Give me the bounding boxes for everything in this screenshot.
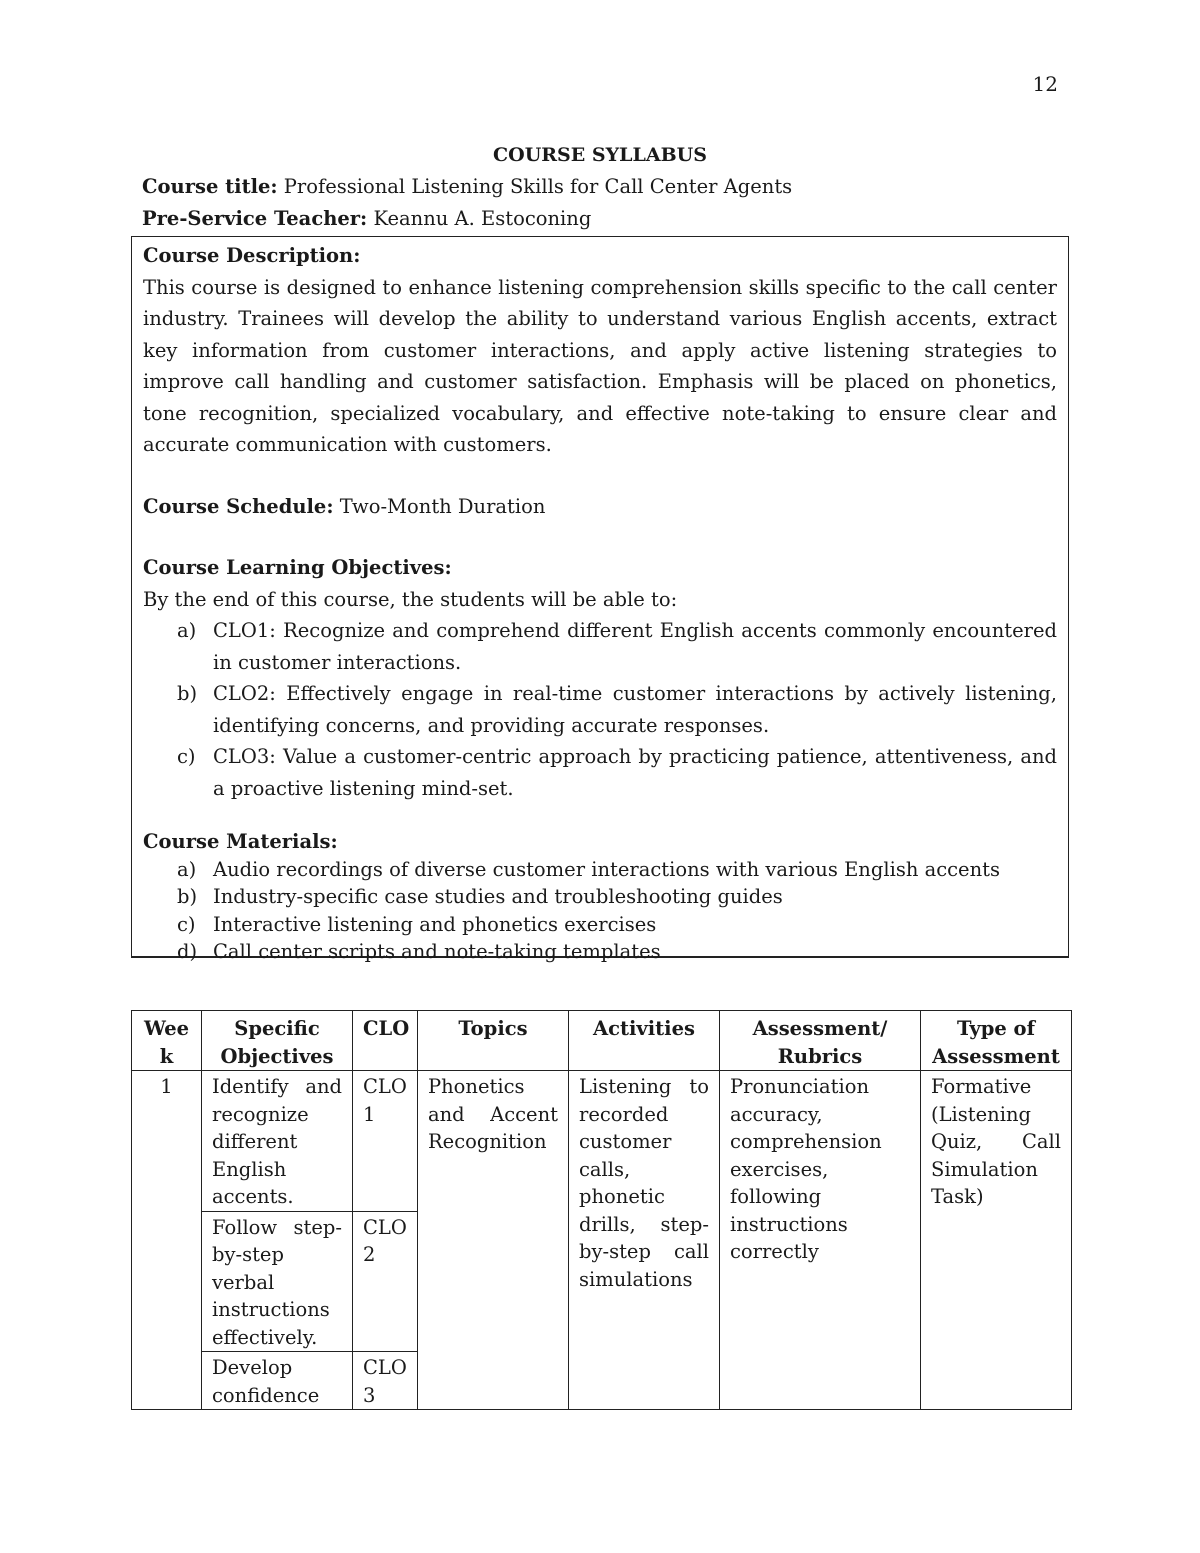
- materials-heading: Course Materials:: [143, 830, 338, 853]
- list-item: c) CLO3: Value a customer-centric approach by practicing patience, attentiveness, and a proactive listening mind-set.: [177, 745, 1057, 800]
- teacher-line: [142, 207, 591, 230]
- type-cell: Formative (Listening Quiz, Call Simulation Task): [921, 1071, 1072, 1410]
- clo-cell: CLO 1: [353, 1071, 418, 1212]
- assessment-cell: Pronunciation accuracy, comprehension exercises, following instructions correctly: [720, 1071, 921, 1410]
- header-week: Week: [132, 1011, 202, 1071]
- objective-cell: Identify and recognize different English accents.: [202, 1071, 353, 1212]
- objective-cell: Develop confidence: [202, 1352, 353, 1410]
- table-header-row: [132, 1011, 1072, 1071]
- objectives-list: [143, 615, 1057, 804]
- topics-cell: Phonetics and Accent Recognition: [418, 1071, 569, 1410]
- description-heading: Course Description:: [143, 244, 361, 267]
- objectives-intro: By the end of this course, the students will be able to:: [143, 587, 678, 611]
- schedule-label: Course Schedule:: [143, 494, 334, 518]
- list-item: c) Interactive listening and phonetics exercises: [177, 912, 657, 936]
- teacher-value: Keannu A. Estoconing: [373, 207, 592, 230]
- course-title-line: [142, 175, 792, 198]
- course-title-label: Course title:: [142, 175, 278, 198]
- objective-cell: Follow step-by-step verbal instructions effectively.: [202, 1211, 353, 1352]
- schedule-value: Two-Month Duration: [339, 494, 546, 518]
- week-cell: 1: [132, 1071, 202, 1410]
- description-text: This course is designed to enhance listening comprehension skills specific to the call center industry. Trainees will develop the ability to understand various English accents, extract key information from customer interactions, and apply active listening strategies to improve call handling and customer satisfaction. Emphasis will be placed on phonetics, tone recognition, specialized vocabulary, and effective note-taking to ensure clear and accurate communication with customers.: [143, 275, 1057, 456]
- header-activities: Activities: [569, 1011, 720, 1071]
- page-title: COURSE SYLLABUS: [493, 144, 707, 166]
- course-title-value: Professional Listening Skills for Call Center Agents: [283, 175, 793, 198]
- clo-cell: CLO 2: [353, 1211, 418, 1352]
- clo-cell: CLO 3: [353, 1352, 418, 1410]
- list-item: d) Call center scripts and note-taking templates: [177, 940, 661, 963]
- header-objectives: Specific Objectives: [202, 1011, 353, 1071]
- header-clo: CLO: [353, 1011, 418, 1071]
- materials-list: [143, 856, 1057, 966]
- header-topics: Topics: [418, 1011, 569, 1071]
- objectives-heading: Course Learning Objectives:: [143, 556, 452, 579]
- teacher-label: Pre-Service Teacher:: [142, 207, 368, 230]
- list-item: b) CLO2: Effectively engage in real-time customer interactions by actively listening, identifying concerns, and providing accurate responses.: [177, 682, 1057, 737]
- header-type: Type of Assessment: [921, 1011, 1072, 1071]
- course-info-box: [131, 236, 1069, 963]
- header-assessment: Assessment/ Rubrics: [720, 1011, 921, 1071]
- list-item: b) Industry-specific case studies and troubleshooting guides: [177, 885, 783, 908]
- schedule-line: [143, 491, 1057, 523]
- table-row: [132, 1071, 1072, 1212]
- list-item: a) Audio recordings of diverse customer interactions with various English accents: [177, 857, 1000, 881]
- activities-cell: Listening to recorded customer calls, phonetic drills, step-by-step call simulations: [569, 1071, 720, 1410]
- syllabus-table: [131, 1010, 1072, 1410]
- page-number: 12: [1032, 72, 1058, 96]
- list-item: a) CLO1: Recognize and comprehend different English accents commonly encountered in customer interactions.: [177, 619, 1057, 674]
